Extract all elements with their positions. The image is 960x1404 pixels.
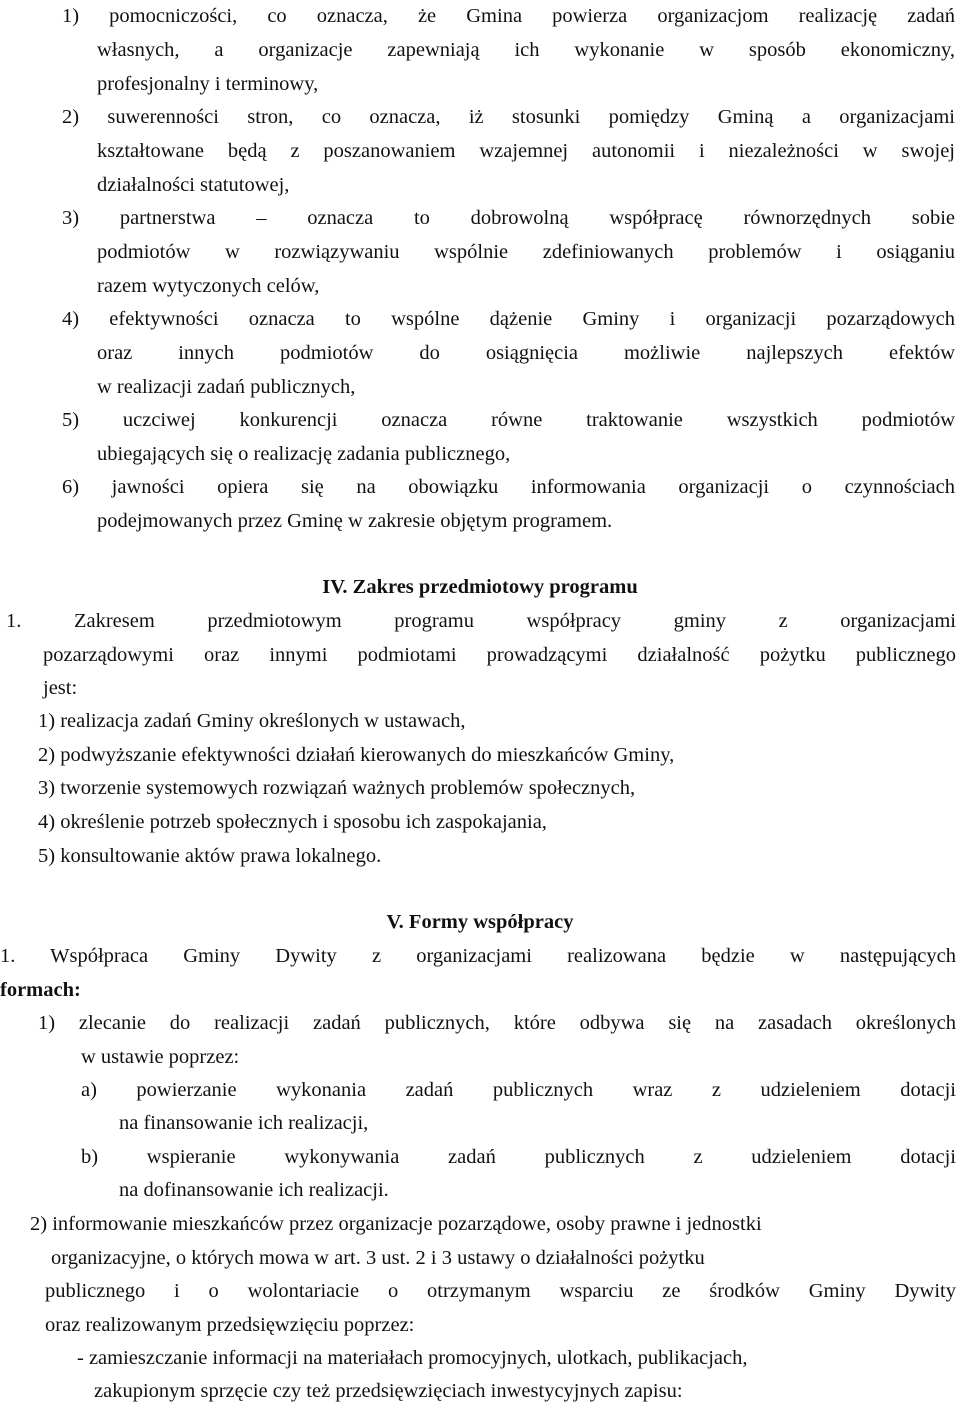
principle-4-line-1: 4) efektywności oznacza to wspólne dążenie Gminy i organizacji pozarządowych (62, 308, 955, 330)
principle-4-line-3: w realizacji zadań publicznych, (97, 376, 356, 398)
section-5-item-1a-line-2: na finansowanie ich realizacji, (119, 1112, 369, 1134)
section-4-intro-line-2: pozarządowymi oraz innymi podmiotami prowadzącymi działalność pożytku publicznego (43, 644, 956, 666)
principle-5-line-2: ubiegających się o realizację zadania publicznego, (97, 443, 511, 465)
section-5-item-1a-line-1: a) powierzanie wykonania zadań publicznych wraz z udzieleniem dotacji (81, 1079, 956, 1101)
section-5-item-1b-line-1: b) wspieranie wykonywania zadań publicznych z udzieleniem dotacji (81, 1146, 956, 1168)
principle-6-line-2: podejmowanych przez Gminę w zakresie objętym programem. (97, 510, 613, 532)
section-5-intro-line-1: 1. Współpraca Gminy Dywity z organizacjami realizowana będzie w następujących (0, 945, 956, 967)
section-5-item-2-line-1: 2) informowanie mieszkańców przez organizacje pozarządowe, osoby prawne i jednostki (30, 1213, 762, 1235)
principle-2-line-3: działalności statutowej, (97, 174, 290, 196)
section-5-item-1-line-2: w ustawie poprzez: (81, 1046, 240, 1068)
section-4-item-2: 2) podwyższanie efektywności działań kierowanych do mieszkańców Gminy, (38, 744, 675, 766)
principle-1-line-2: własnych, a organizacje zapewniają ich wykonanie w sposób ekonomiczny, (97, 39, 955, 61)
section-5-intro-line-2: formach: (0, 979, 81, 1001)
principle-4-line-2: oraz innych podmiotów do osiągnięcia możliwie najlepszych efektów (97, 342, 955, 364)
section-5-item-1-line-1: 1) zlecanie do realizacji zadań publicznych, które odbywa się na zasadach określonych (38, 1012, 956, 1034)
section-5-item-1b-line-2: na dofinansowanie ich realizacji. (119, 1179, 389, 1201)
principle-3-line-2: podmiotów w rozwiązywaniu wspólnie zdefiniowanych problemów i osiąganiu (97, 241, 955, 263)
principle-1-line-1: 1) pomocniczości, co oznacza, że Gmina powierza organizacjom realizację zadań (62, 5, 955, 27)
principle-2-line-2: kształtowane będą z poszanowaniem wzajemnej autonomii i niezależności w swojej (97, 140, 955, 162)
section-4-intro-line-3: jest: (43, 677, 78, 699)
section-4-item-4: 4) określenie potrzeb społecznych i sposobu ich zaspokajania, (38, 811, 547, 833)
section-4-item-3: 3) tworzenie systemowych rozwiązań ważnych problemów społecznych, (38, 777, 636, 799)
principle-3-line-3: razem wytyczonych celów, (97, 275, 320, 297)
section-5-heading: V. Formy współpracy (386, 911, 574, 933)
section-5-item-2-line-3: publicznego i o wolontariacie o otrzymanym wsparciu ze środków Gminy Dywity (45, 1280, 956, 1302)
principle-1-line-3: profesjonalny i terminowy, (97, 73, 319, 95)
section-5-item-2-dash-line-1: - zamieszczanie informacji na materiałach promocyjnych, ulotkach, publikacjach, (77, 1347, 748, 1369)
principle-6-line-1: 6) jawności opiera się na obowiązku informowania organizacji o czynnościach (62, 476, 955, 498)
section-4-item-5: 5) konsultowanie aktów prawa lokalnego. (38, 845, 382, 867)
section-5-item-2-line-4: oraz realizowanym przedsięwzięciu poprzez: (45, 1314, 415, 1336)
section-4-item-1: 1) realizacja zadań Gminy określonych w ustawach, (38, 710, 466, 732)
principle-5-line-1: 5) uczciwej konkurencji oznacza równe traktowanie wszystkich podmiotów (62, 409, 955, 431)
section-5-item-2-line-2: organizacyjne, o których mowa w art. 3 ust. 2 i 3 ustawy o działalności pożytku (51, 1247, 705, 1269)
section-4-heading: IV. Zakres przedmiotowy programu (322, 576, 638, 598)
principle-3-line-1: 3) partnerstwa – oznacza to dobrowolną współpracę równorzędnych sobie (62, 207, 955, 229)
section-5-item-2-dash-line-2: zakupionym sprzęcie czy też przedsięwzięciach inwestycyjnych zapisu: (94, 1380, 683, 1402)
principle-2-line-1: 2) suwerenności stron, co oznacza, iż stosunki pomiędzy Gminą a organizacjami (62, 106, 955, 128)
section-4-intro-line-1: 1. Zakresem przedmiotowym programu współpracy gminy z organizacjami (6, 610, 956, 632)
